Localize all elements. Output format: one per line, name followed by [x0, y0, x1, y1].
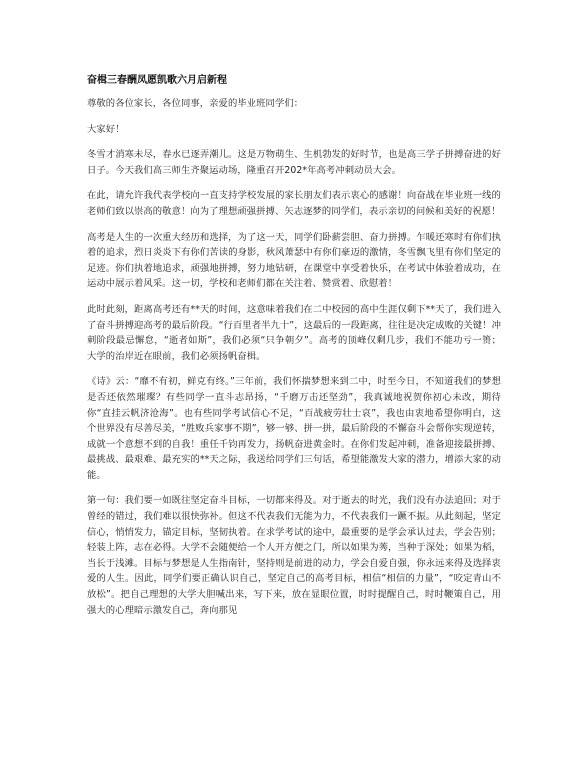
salutation: 尊敬的各位家长，各位同事，亲爱的毕业班同学们：: [87, 98, 304, 109]
paragraph-first-advice: 第一句：我们要一如既往坚定奋斗目标，一切都来得及。对于逝去的时光，我们没有办法追回；对于曾经的错过，我们难以很快弥补。但这不代表我们无能为力，不代表我们一蹶不振。从此刻起，坚定信心，悄悄发力，锚定目标，坚韧执着。在求学考试的途中，最重要的是学会承认过去，学会告别；轻装上阵，志在必得。大学不会随便给一个人开方便之门，所以如果为莠，当种于深处；如果为稻，当长于浅滩。目标与梦想是人生指南针，坚持则是前进的动力，学会自爱自强，你永远来得及选择衷爱的人生。因此，同学们要正确认识自己，坚定自己的高考目标，相信“相信的力量”，“咬定青山不放松”。把自己理想的大学大胆喊出来，写下来，放在显眼位置，时时提醒自己，时时鞭策自己，用强大的心理暗示激发自己，奔向那见: [87, 495, 501, 616]
paragraph-countdown: 此时此刻，距离高考还有**天的时间，这意味着我们在二中校园的高中生涯仅剩下**天了，我们进入了奋斗拼搏迎高考的最后阶段。“行百里者半九十”，这最后的一段距离，往往是决定成败的关键！冲刺阶段最忌懈怠，“逝者如斯”，我们必须“只争朝夕”。高考的顶峰仅剩几步，我们不能功亏一篑；大学的治岸近在眼前，我们必须扬帆奋楫。: [87, 303, 501, 362]
document-page: [87, 74, 501, 628]
greeting: 大家好！: [87, 123, 125, 135]
document-title: 奋楫三春酬凤愿凯歌六月启新程: [87, 75, 227, 86]
paragraph-thanks: 在此，请允许我代表学校向一直支持学校发展的家长朋友们表示衷心的感谢！向奋战在毕业班一线的老师们致以崇高的敬意！向为了理想顽强拼搏、矢志逐梦的同学们，表示亲切的问候和美好的祝愿！: [87, 190, 501, 217]
paragraph-opening: 冬雪才消寒未尽，春水已逐弄潮儿。这是万物萌生、生机勃发的好时节，也是高三学子拼搏奋进的好日子。今天我们高三师生齐聚运动场，隆重召开202*年高考冲刺动员大会。: [87, 149, 501, 176]
paragraph-experience: 高考是人生的一次重大经历和选择，为了这一天，同学们卧薪尝胆、奋力拼搏。乍暖还寒时有你们执着的追求，烈日炎炎下有你们苦读的身影，秋风萧瑟中有你们豪迈的激情，冬雪飘飞里有你们坚定的足迹。你们执着地追求，顽强地拼搏，努力地钻研，在课堂中享受着快乐，在考试中体验着成功，在运动中展示着风采。这一切，学校和老师们都在关注着、赞赏着、欣慰着！: [87, 231, 501, 290]
paragraph-poem: 《诗》云：“靡不有初，鲜克有终。”三年前，我们怀揣梦想来到二中，时至今日，不知道我们的梦想是否还依然璀璨？有些同学一直斗志昂扬，“千磨万击还坚劲”，我真诚地祝贺你初心未改，期待你“直挂云帆济沧海”。也有些同学考试信心不足，“百战疲劳壮士哀”，我也由衷地希望你明白，这个世界没有尽善尽美，“胜败兵家事不期”，够一够、拼一拼，最后阶段的不懈奋斗会帮你实现逆转，成就一个意想不到的自我！重任千钧再发力，扬帆奋进黄金时。在你们发起冲刺，准备迎接最拼搏、最挑战、最艰难、最充实的**天之际，我送给同学们三句话，希望能激发大家的潜力，增添大家的动能。: [87, 376, 501, 481]
